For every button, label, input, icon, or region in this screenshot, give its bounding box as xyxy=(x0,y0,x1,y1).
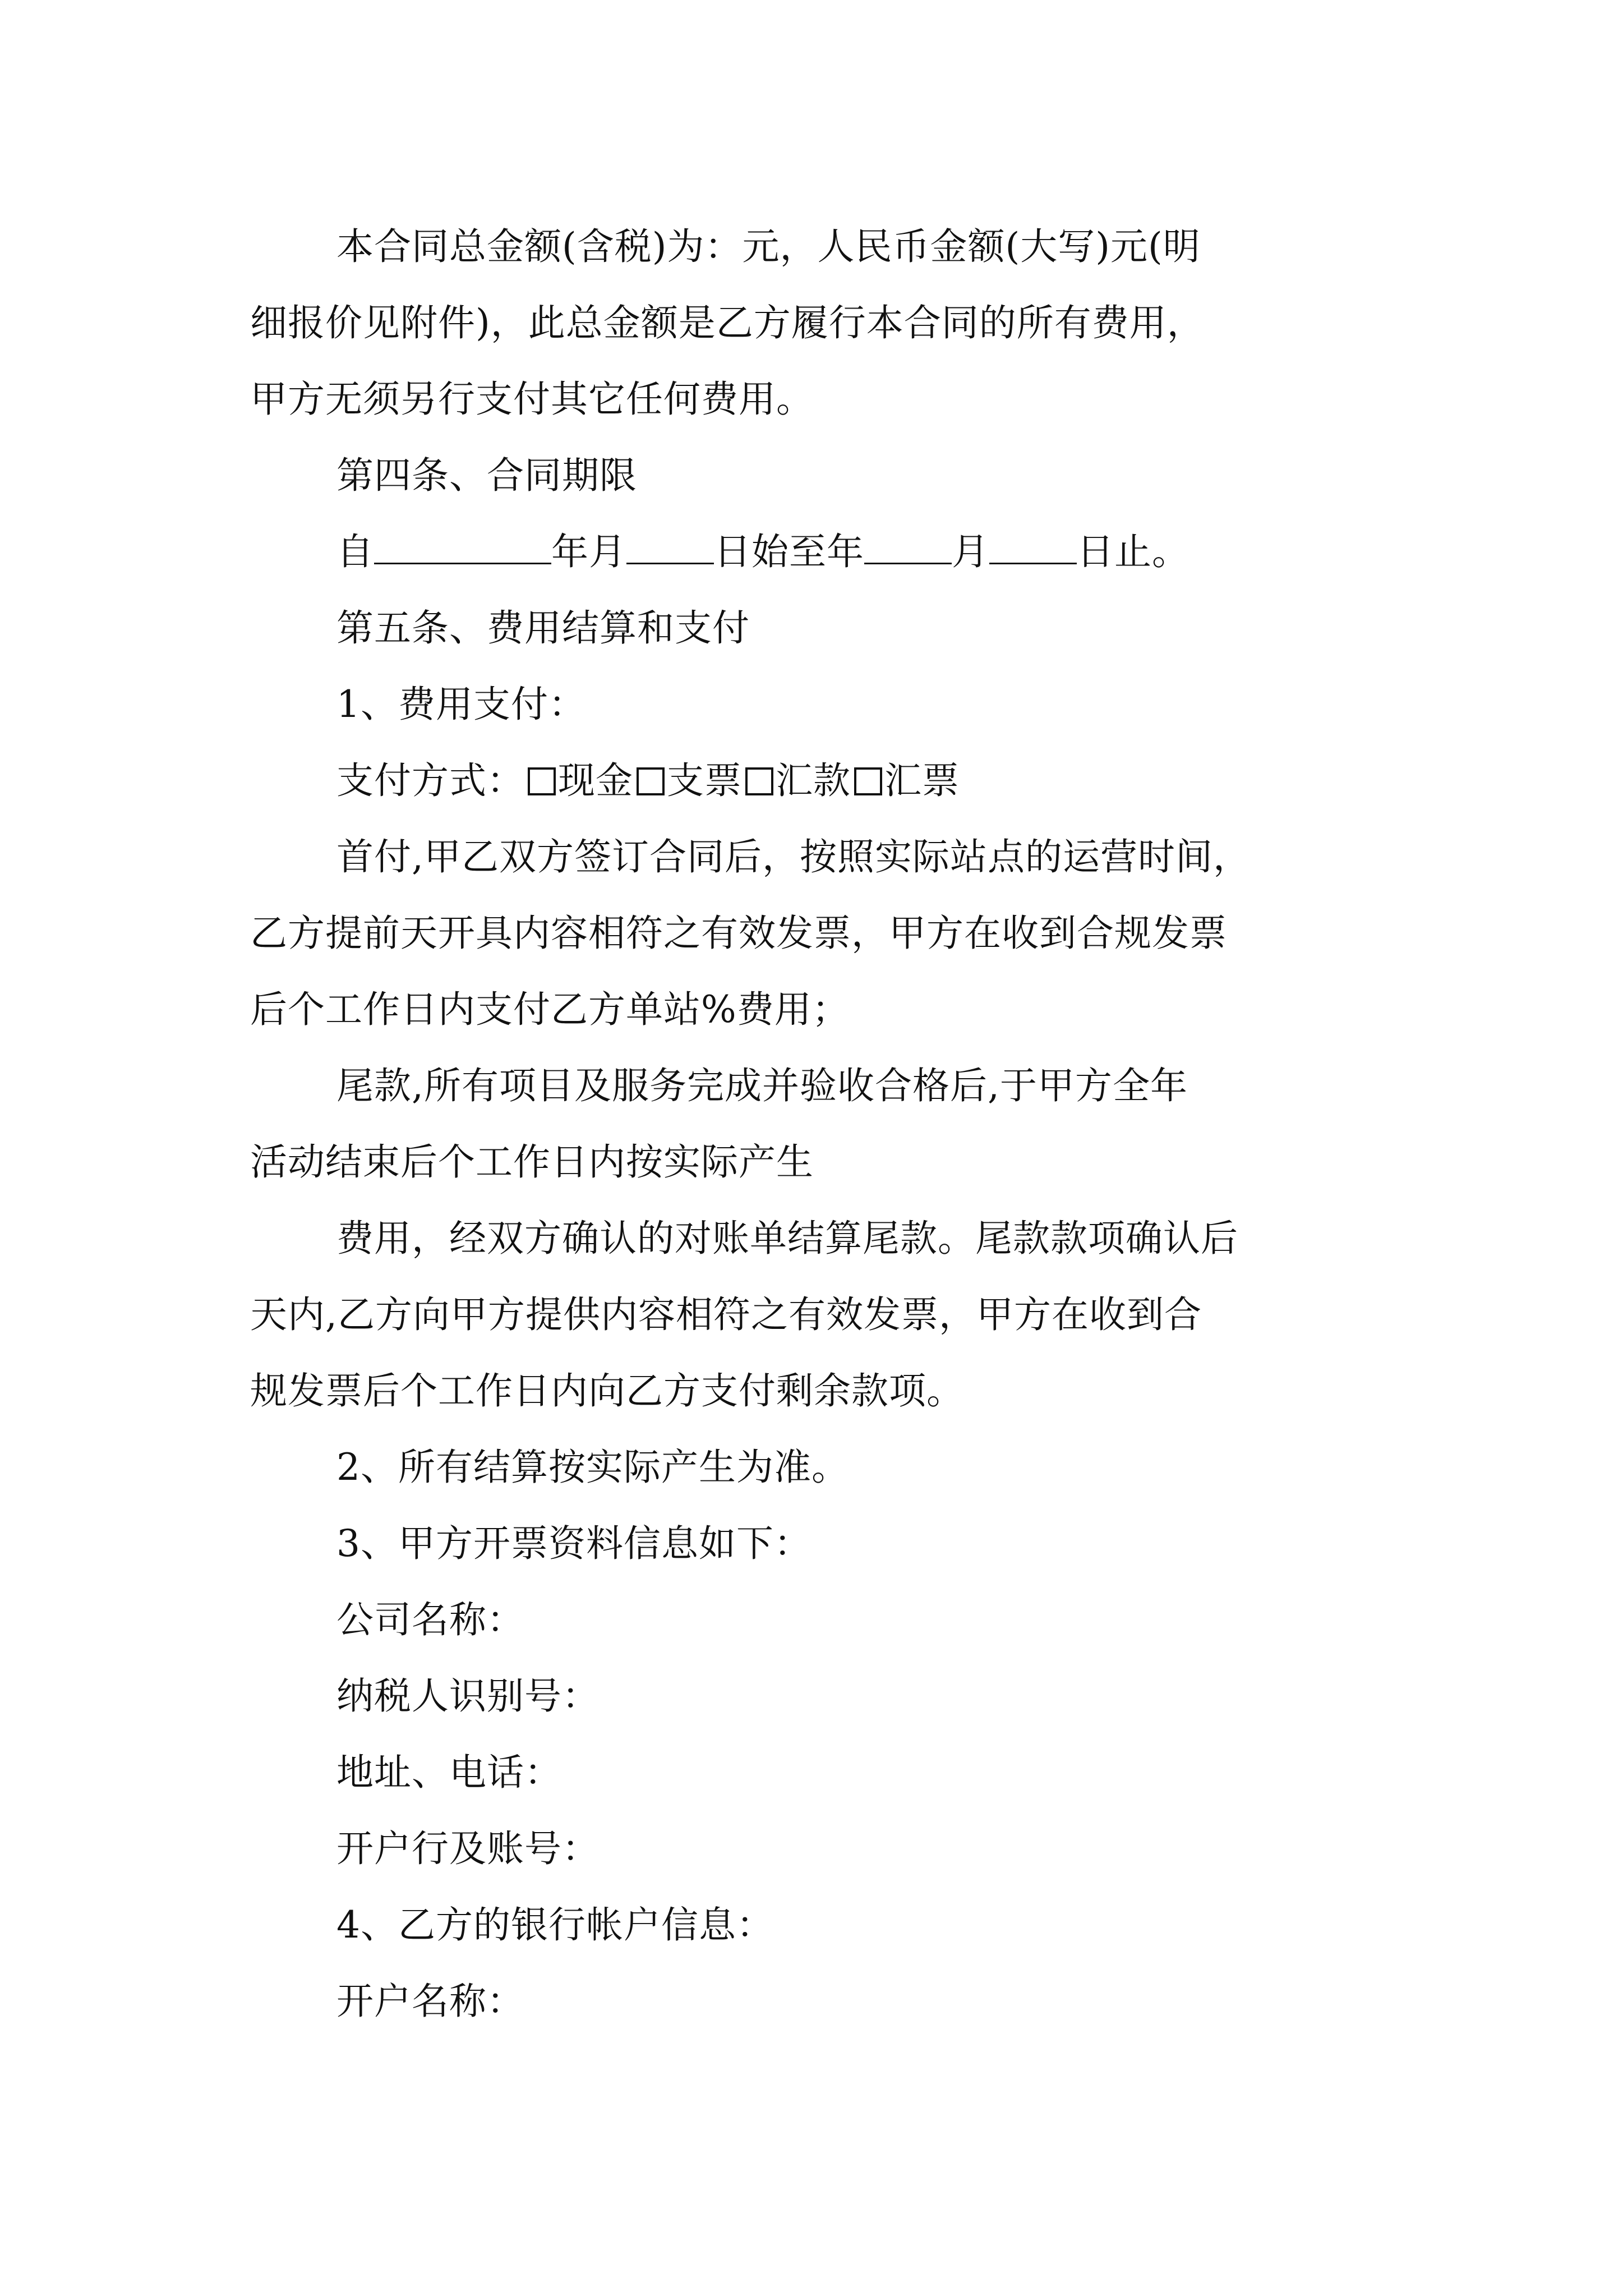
final-payment-cont-line-2: 天内,乙方向甲方提供内容相符之有效发票，甲方在收到合 xyxy=(250,1293,1202,1336)
term-day-end: 日止。 xyxy=(1077,530,1189,573)
company-name-label: 公司名称： xyxy=(336,1598,524,1641)
final-payment-line-2: 活动结束后个工作日内按实际产生 xyxy=(250,1140,814,1184)
paragraph-total-line-1: 本合同总金额(含税)为：元，人民币金额(大写)元(明 xyxy=(336,225,1201,268)
term-month: 月 xyxy=(952,530,989,573)
final-payment-line-1: 尾款,所有项目及服务完成并验收合格后,于甲方全年 xyxy=(336,1064,1188,1107)
first-payment-line-3: 后个工作日内支付乙方单站%费用； xyxy=(250,988,850,1031)
bank-account-label: 开户行及账号： xyxy=(336,1827,600,1870)
first-payment-line-2: 乙方提前天开具内容相符之有效发票，甲方在收到合规发票 xyxy=(250,912,1227,955)
payment-method-line xyxy=(336,754,960,808)
address-phone-label: 地址、电话： xyxy=(336,1751,562,1794)
article5-heading: 第五条、费用结算和支付 xyxy=(336,606,750,650)
payment-method-label: 支付方式： xyxy=(336,759,524,802)
account-name-label: 开户名称： xyxy=(336,1980,524,2023)
option-cash: 现金 xyxy=(558,759,633,802)
final-payment-cont-line-1: 费用，经双方确认的对账单结算尾款。尾款款项确认后 xyxy=(336,1217,1238,1260)
item-3-invoice-info: 3、甲方开票资料信息如下： xyxy=(336,1522,811,1565)
item-4-bank-info: 4、乙方的银行帐户信息： xyxy=(336,1903,774,1947)
checkbox-check[interactable] xyxy=(637,767,665,795)
item-2-settlement: 2、所有结算按实际产生为准。 xyxy=(336,1446,849,1489)
contract-term-line xyxy=(336,525,1189,579)
checkbox-cash[interactable] xyxy=(528,767,556,795)
option-check: 支票 xyxy=(667,759,742,802)
first-payment-line-1: 首付,甲乙双方签订合同后，按照实际站点的运营时间， xyxy=(336,835,1251,878)
option-draft: 汇票 xyxy=(884,759,960,802)
checkbox-remittance[interactable] xyxy=(745,767,773,795)
term-from: 自 xyxy=(336,530,374,573)
article4-heading: 第四条、合同期限 xyxy=(336,454,637,497)
option-remittance: 汇款 xyxy=(776,759,851,802)
final-payment-cont-line-3: 规发票后个工作日内向乙方支付剩余款项。 xyxy=(250,1369,964,1412)
blank-start-year xyxy=(374,529,551,564)
paragraph-total-line-3: 甲方无须另行支付其它任何费用。 xyxy=(250,378,814,421)
checkbox-draft[interactable] xyxy=(854,767,882,795)
item-1-payment: 1、费用支付： xyxy=(336,683,586,726)
blank-start-day xyxy=(626,529,714,564)
term-year-month: 年月 xyxy=(551,530,626,573)
blank-end-month xyxy=(864,529,952,564)
taxpayer-id-label: 纳税人识别号： xyxy=(336,1674,600,1718)
paragraph-total-line-2: 细报价见附件)，此总金额是乙方履行本合同的所有费用， xyxy=(250,301,1205,344)
term-day-start-to-year: 日始至年 xyxy=(714,530,864,573)
blank-end-day xyxy=(989,529,1077,564)
